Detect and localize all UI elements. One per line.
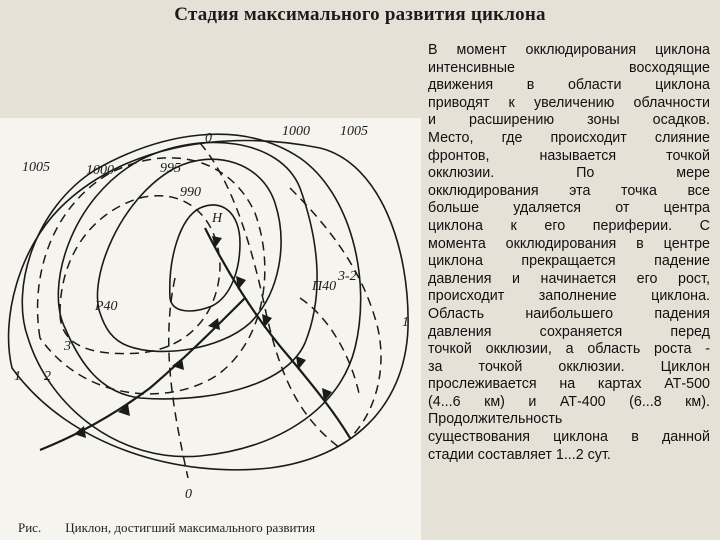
- dashed-contour-4: [290, 188, 381, 438]
- dashed-contour-5: [169, 278, 188, 478]
- text-line: окклюдирования эта точка все: [428, 182, 710, 199]
- isobar-1005-outer: [9, 141, 409, 470]
- text-line: Область наибольшего падения: [428, 305, 710, 322]
- figure-caption-text: Циклон, достигший максимального развития: [65, 520, 316, 535]
- description-text: [428, 42, 710, 464]
- text-line: за точкой окклюзии. Циклон: [428, 358, 710, 375]
- label-3-left: 3: [64, 339, 71, 354]
- label-3-2: 3-2: [338, 269, 357, 284]
- isobar-990: [170, 205, 240, 311]
- text-line: стадии составляет 1...2 сут.: [428, 446, 611, 463]
- text-line: окклюзии. По мере: [428, 165, 710, 182]
- label-995: 995: [160, 161, 181, 176]
- text-line: Продолжительность: [428, 411, 563, 428]
- label-2-left: 2: [44, 369, 51, 384]
- text-line: существования циклона в данной: [428, 429, 710, 446]
- occluded-front-line: [205, 228, 350, 438]
- label-zero-top: 0: [205, 131, 212, 146]
- dashed-contour-1: [60, 196, 220, 354]
- label-1005-right: 1005: [340, 124, 368, 139]
- isobar-1005: [22, 134, 360, 456]
- text-line: прослеживается на картах АТ-500: [428, 376, 710, 393]
- figure-caption: [18, 520, 315, 536]
- label-990: 990: [180, 185, 201, 200]
- text-line: больше удаляется от центра: [428, 200, 710, 217]
- text-line: циклона прекращается падение: [428, 253, 710, 270]
- text-line: Место, где происходит слияние: [428, 129, 710, 146]
- text-line: циклона к его периферии. С: [428, 217, 710, 234]
- figure-caption-prefix: Рис.: [18, 520, 42, 535]
- label-center-h: Н: [212, 211, 223, 226]
- text-line: В момент окклюдирования циклона: [428, 42, 710, 58]
- text-line: точкой окклюзии, а область роста -: [428, 341, 710, 358]
- text-line: момента окклюдирования в центре: [428, 235, 710, 252]
- label-1005-left: 1005: [22, 160, 50, 175]
- cyclone-map: [0, 118, 421, 540]
- label-1000-right: 1000: [282, 124, 310, 139]
- text-line: происходит заполнение циклона.: [428, 288, 710, 305]
- text-line: давления и начинается его рост,: [428, 270, 710, 287]
- text-line: интенсивные восходящие: [428, 59, 710, 76]
- label-1-left: 1: [14, 369, 21, 384]
- label-zero-bottom: 0: [185, 487, 192, 502]
- front-mark-9: [74, 426, 86, 438]
- label-p40: П40: [312, 279, 337, 294]
- text-line: и расширению зоны осадков.: [428, 112, 710, 129]
- text-line: движения в области циклона: [428, 77, 710, 94]
- text-line: (4...6 км) и АТ-400 (6...8 км).: [428, 393, 710, 410]
- text-line: фронтов, называется точкой: [428, 147, 710, 164]
- label-r40: Р40: [95, 299, 118, 314]
- label-1000-left: 1000: [86, 163, 114, 178]
- page-title: Стадия максимального развития циклона: [174, 4, 546, 25]
- cyclone-diagram: [0, 118, 421, 540]
- cold-front-line: [40, 298, 245, 450]
- text-line: приводят к увеличению облачности: [428, 94, 710, 111]
- label-1-right: 1: [402, 315, 409, 330]
- text-line: давления сохраняется перед: [428, 323, 710, 340]
